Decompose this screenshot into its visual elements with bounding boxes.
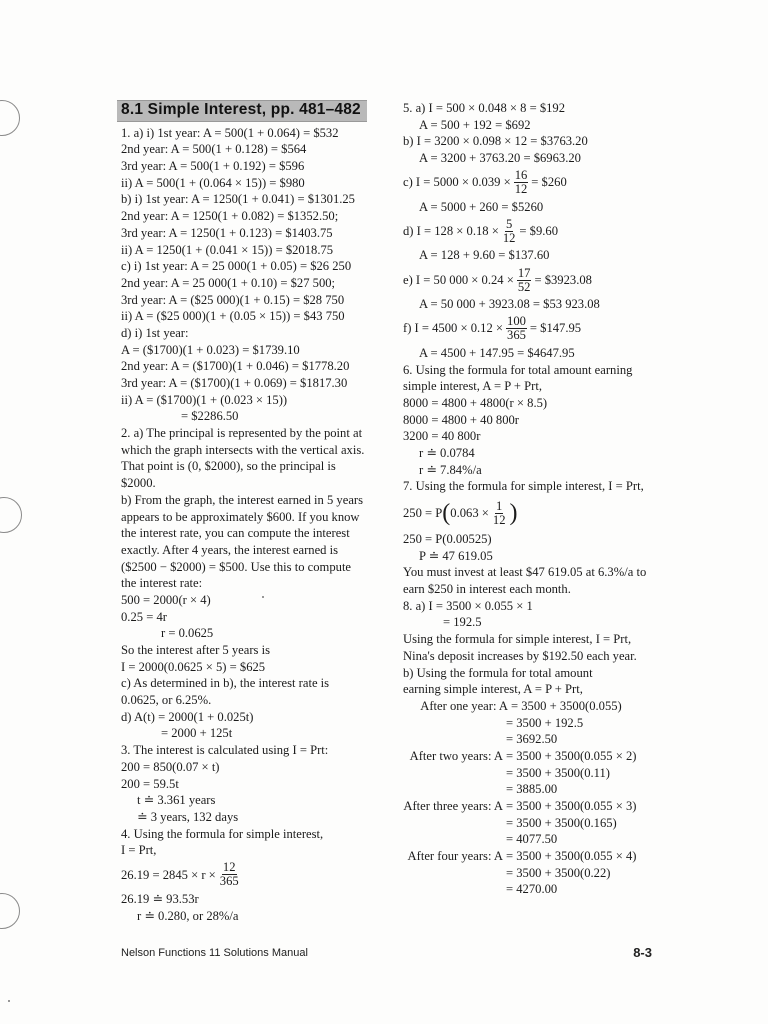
solution-line: c) I = 5000 × 0.039 × <box>403 175 511 190</box>
solution-line: simple interest, A = P + Prt, <box>403 379 542 394</box>
solution-line: earn $250 in interest each month. <box>403 582 571 597</box>
fraction-denominator: 12 <box>502 230 516 245</box>
solution-line: 1. a) i) 1st year: A = 500(1 + 0.064) = $532 <box>121 125 339 140</box>
solution-line: d) A(t) = 2000(1 + 0.025t) <box>121 709 254 724</box>
fraction-numerator: 1 <box>496 498 503 513</box>
solution-line: 8. a) I = 3500 × 0.055 × 1 <box>403 598 533 613</box>
solution-line: You must invest at least $47 619.05 at 6.3%/a to <box>403 565 647 580</box>
equation-value: = 3500 + 3500(0.055 × 4) <box>506 849 637 864</box>
fraction-numerator: 17 <box>517 265 531 280</box>
solution-line: $2000. <box>121 476 156 491</box>
equation-label <box>403 881 506 898</box>
equation-value: = 3500 + 3500(0.055) <box>511 698 622 713</box>
solution-line: 2nd year: A = ($1700)(1 + 0.046) = $1778.20 <box>121 359 350 374</box>
aligned-equation-row <box>403 848 675 865</box>
solution-line: 26.19 ≐ 93.53r <box>121 891 199 906</box>
solution-line: earning simple interest, A = P + Prt, <box>403 682 583 697</box>
solution-line: 2nd year: A = 25 000(1 + 0.10) = $27 500; <box>121 275 336 290</box>
solution-line: c) i) 1st year: A = 25 000(1 + 0.05) = $26 250 <box>121 259 352 274</box>
solution-line: 2nd year: A = 500(1 + 0.128) = $564 <box>121 142 307 157</box>
fraction-line <box>403 495 675 531</box>
solution-line: I = 2000(0.0625 × 5) = $625 <box>121 659 266 674</box>
solution-line: the interest rate: <box>121 576 203 591</box>
solution-line: 0.0625, or 6.25%. <box>121 693 212 708</box>
fraction-denominator: 12 <box>492 512 506 527</box>
solution-line: A = 5000 + 260 = $5260 <box>419 199 544 214</box>
fraction-denominator: 365 <box>507 328 526 343</box>
fraction <box>506 315 527 342</box>
fraction-denominator: 52 <box>517 279 531 294</box>
solution-line: A = 128 + 9.60 = $137.60 <box>419 248 550 263</box>
equation-value: = 3692.50 <box>506 732 558 747</box>
solution-line: ii) A = 1250(1 + (0.041 × 15)) = $2018.75 <box>121 242 334 257</box>
equation-label: After one year: A <box>420 698 508 713</box>
solution-line: 3rd year: A = 500(1 + 0.192) = $596 <box>121 159 305 174</box>
solution-line: b) From the graph, the interest earned in 5 years <box>121 492 363 507</box>
fraction <box>219 861 240 888</box>
solution-line: 3. The interest is calculated using I = Prt: <box>121 743 329 758</box>
equation-label <box>403 831 506 848</box>
solution-line: the interest rate, you can compute the interest <box>121 526 350 541</box>
aligned-equation-row <box>403 748 675 765</box>
solution-line: exactly. After 4 years, the interest earned is <box>121 542 339 557</box>
solution-line: r ≐ 0.280, or 28%/a <box>137 908 239 923</box>
equation-label: After two years: A <box>409 748 503 763</box>
solution-line: 200 = 59.5t <box>121 776 179 791</box>
footer-page-number: 8-3 <box>633 945 652 960</box>
aligned-equation-row <box>403 831 675 848</box>
solution-line: d) i) 1st year: <box>121 325 189 340</box>
solution-line: r ≐ 0.0784 <box>419 445 475 460</box>
solution-line: b) Using the formula for total amount <box>403 665 593 680</box>
section-heading: 8.1 Simple Interest, pp. 481–482 <box>117 100 367 122</box>
solution-line: = 2000 + 125t <box>161 726 233 741</box>
solution-line: appears to be approximately $600. If you know <box>121 509 360 524</box>
solution-line: 3rd year: A = 1250(1 + 0.123) = $1403.75 <box>121 225 333 240</box>
solution-line: 0.063 × <box>450 505 489 520</box>
equation-value: = 3500 + 3500(0.22) <box>506 865 611 880</box>
solution-line: 6. Using the formula for total amount earning <box>403 362 633 377</box>
solution-line: which the graph intersects with the vertical axis. <box>121 442 365 457</box>
fraction-line <box>403 313 675 345</box>
fraction-line <box>403 264 675 296</box>
fraction-numerator: 100 <box>507 314 526 329</box>
aligned-equation-row <box>403 781 675 798</box>
solution-line: ii) A = ($25 000)(1 + (0.05 × 15)) = $43 750 <box>121 309 345 324</box>
solution-line: A = 50 000 + 3923.08 = $53 923.08 <box>419 297 600 312</box>
solution-line: = $260 <box>531 175 567 190</box>
solution-line: 3rd year: A = ($1700)(1 + 0.069) = $1817.30 <box>121 376 348 391</box>
solution-line: 4. Using the formula for simple interest, <box>121 826 324 841</box>
solution-line: P ≐ 47 619.05 <box>419 548 493 563</box>
solution-line: e) I = 50 000 × 0.24 × <box>403 272 514 287</box>
aligned-equation-row <box>403 715 675 732</box>
solution-line: b) I = 3200 × 0.098 × 12 = $3763.20 <box>403 134 588 149</box>
solution-line: That point is (0, $2000), so the principal is <box>121 459 336 474</box>
solution-line: ≐ 3 years, 132 days <box>137 809 239 824</box>
solution-line: A = ($1700)(1 + 0.023) = $1739.10 <box>121 342 300 357</box>
solution-line: ii) A = ($1700)(1 + (0.023 × 15)) <box>121 392 288 407</box>
solution-line: 500 = 2000(r × 4) <box>121 592 211 607</box>
equation-label <box>403 781 506 798</box>
equation-value: = 3885.00 <box>506 782 558 797</box>
solution-line: I = Prt, <box>121 843 157 858</box>
solution-line: f) I = 4500 × 0.12 × <box>403 321 504 336</box>
equation-label: After three years: A <box>403 799 503 813</box>
solution-line: A = 4500 + 147.95 = $4647.95 <box>419 345 575 360</box>
solution-line: 7. Using the formula for simple interest, I = Prt, <box>403 479 644 494</box>
solution-line: b) i) 1st year: A = 1250(1 + 0.041) = $1301.25 <box>121 192 355 207</box>
scan-speck <box>8 1000 10 1002</box>
fraction-denominator: 12 <box>514 182 528 197</box>
equation-label <box>403 815 506 832</box>
fraction-numerator: 5 <box>505 216 513 231</box>
solution-line: c) As determined in b), the interest rate is <box>121 676 330 691</box>
equation-label: After four years: A <box>407 849 503 864</box>
solution-line: = $147.95 <box>529 321 582 336</box>
left-column <box>121 100 393 924</box>
solution-line: 8000 = 4800 + 40 800r <box>403 412 520 427</box>
equation-value: = 3500 + 3500(0.165) <box>506 815 617 830</box>
solution-line: = $2286.50 <box>181 409 239 424</box>
equation-label <box>403 715 506 732</box>
solution-line: 250 = P <box>403 505 443 520</box>
equation-value: = 4077.50 <box>506 832 558 847</box>
solution-line: Using the formula for simple interest, I = Prt, <box>403 632 632 647</box>
solution-line: Nina's deposit increases by $192.50 each year. <box>403 648 637 663</box>
solution-line: 2. a) The principal is represented by the point at <box>121 426 363 441</box>
solution-line: 5. a) I = 500 × 0.048 × 8 = $192 <box>403 101 566 115</box>
footer-book-title: Nelson Functions 11 Solutions Manual <box>121 947 308 959</box>
aligned-equation-row <box>403 881 675 898</box>
aligned-equation-row <box>403 765 675 782</box>
fraction-line <box>121 859 393 891</box>
punch-hole-middle <box>0 497 22 533</box>
open-paren: ( <box>442 500 451 526</box>
equation-label <box>403 731 506 748</box>
fraction <box>492 500 507 527</box>
solution-line: ($2500 − $2000) = $500. Use this to compute <box>121 559 352 574</box>
aligned-equation-row <box>403 698 675 715</box>
fraction-line <box>403 215 675 247</box>
solution-line: ii) A = 500(1 + (0.064 × 15)) = $980 <box>121 175 305 190</box>
fraction-denominator: 365 <box>219 874 239 889</box>
solution-line: = $9.60 <box>519 224 558 239</box>
equation-value: = 3500 + 3500(0.055 × 2) <box>506 748 637 763</box>
solution-line: r ≐ 7.84%/a <box>419 462 482 477</box>
aligned-equation-row <box>403 731 675 748</box>
solution-line: 250 = P(0.00525) <box>403 532 492 546</box>
solution-line: d) I = 128 × 0.18 × <box>403 224 499 239</box>
solution-line: r = 0.0625 <box>161 626 214 641</box>
close-paren: ) <box>509 500 518 526</box>
right-column <box>403 100 675 898</box>
equation-value: = 4270.00 <box>506 882 558 897</box>
solution-line: = $3923.08 <box>534 272 592 287</box>
aligned-equation-row <box>403 815 675 832</box>
fraction-numerator: 12 <box>222 860 236 875</box>
solution-line: 8000 = 4800 + 4800(r × 8.5) <box>403 395 548 410</box>
solution-line: 200 = 850(0.07 × t) <box>121 759 220 774</box>
solution-line: 26.19 = 2845 × r × <box>121 867 216 882</box>
equation-label <box>403 865 506 882</box>
equation-label <box>403 765 506 782</box>
solution-line: 3200 = 40 800r <box>403 429 481 444</box>
fraction-line <box>403 167 675 199</box>
solution-line: A = 3200 + 3763.20 = $6963.20 <box>419 151 581 166</box>
fraction <box>502 218 517 245</box>
aligned-equation-row <box>403 865 675 882</box>
solution-line: So the interest after 5 years is <box>121 643 270 658</box>
solution-line: 2nd year: A = 1250(1 + 0.082) = $1352.50; <box>121 209 339 224</box>
equation-value: = 3500 + 192.5 <box>506 715 584 730</box>
solution-line: t ≐ 3.361 years <box>137 793 216 808</box>
fraction-numerator: 16 <box>514 168 528 183</box>
punch-hole-top <box>0 100 20 136</box>
punch-hole-bottom <box>0 893 20 929</box>
equation-value: = 3500 + 3500(0.055 × 3) <box>506 799 637 813</box>
fraction <box>514 169 529 196</box>
solution-line: = 192.5 <box>443 615 482 630</box>
solution-line: 3rd year: A = ($25 000)(1 + 0.15) = $28 750 <box>121 292 345 307</box>
equation-value: = 3500 + 3500(0.11) <box>506 765 610 780</box>
solution-line: A = 500 + 192 = $692 <box>419 117 531 132</box>
aligned-equation-row <box>403 798 675 815</box>
solution-line: 0.25 = 4r <box>121 609 167 624</box>
fraction <box>517 267 532 294</box>
